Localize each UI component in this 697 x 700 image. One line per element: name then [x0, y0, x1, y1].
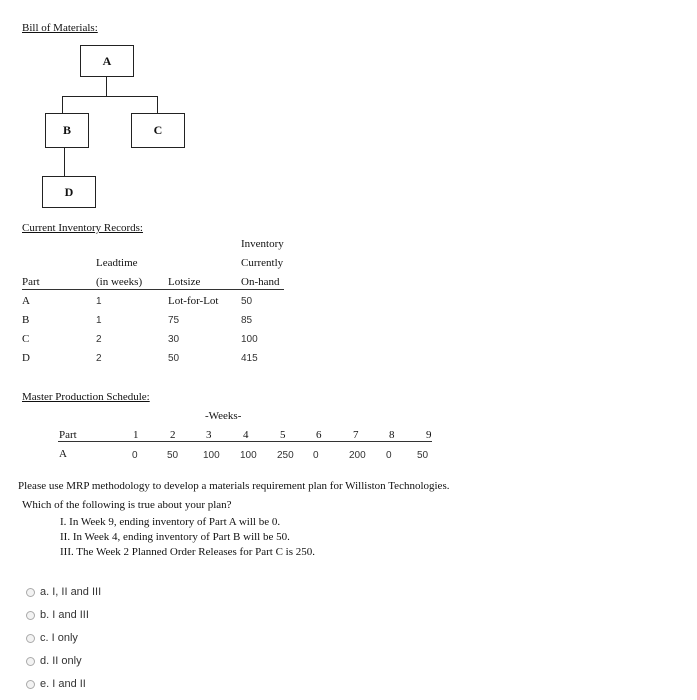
- header-underline: [22, 289, 284, 290]
- mps-value: 0: [132, 450, 138, 461]
- option-a[interactable]: [26, 586, 101, 598]
- mps-week-header: 6: [316, 429, 322, 441]
- question-statement: III. The Week 2 Planned Order Releases for Part C is 250.: [60, 546, 316, 558]
- mps-row-part: A: [59, 448, 67, 460]
- bom-node-a: A: [80, 45, 134, 77]
- mps-value: 250: [277, 450, 294, 461]
- header-onhand-line3: On-hand: [241, 276, 280, 288]
- row-lotsize: 50: [168, 353, 180, 364]
- mps-value: 100: [240, 450, 257, 461]
- question-statement: II. In Week 4, ending inventory of Part B will be 50.: [60, 531, 290, 543]
- mps-week-header: 8: [389, 429, 395, 441]
- mps-value: 100: [203, 450, 220, 461]
- bom-title: Bill of Materials:: [22, 22, 98, 34]
- row-part: C: [22, 333, 30, 345]
- bom-connector: [62, 96, 63, 114]
- mps-value: 200: [349, 450, 366, 461]
- row-part: B: [22, 314, 30, 326]
- radio-button-icon[interactable]: [26, 657, 35, 666]
- row-lotsize: 75: [168, 315, 180, 326]
- row-onhand: 100: [241, 334, 258, 345]
- row-leadtime: 2: [96, 353, 102, 364]
- row-part: D: [22, 352, 30, 364]
- option-d[interactable]: [26, 655, 82, 667]
- header-part: Part: [22, 276, 40, 288]
- question-prompt: Which of the following is true about your plan?: [22, 499, 232, 511]
- header-leadtime-line2: (in weeks): [96, 276, 143, 288]
- mps-week-header: 3: [206, 429, 212, 441]
- radio-button-icon[interactable]: [26, 680, 35, 689]
- mps-value: 50: [417, 450, 429, 461]
- row-onhand: 50: [241, 296, 253, 307]
- mps-week-header: 4: [243, 429, 249, 441]
- mps-week-header: 2: [170, 429, 176, 441]
- mps-weeks-label: -Weeks-: [205, 410, 242, 422]
- header-onhand-line2: Currently: [241, 257, 284, 269]
- row-onhand: 415: [241, 353, 258, 364]
- radio-button-icon[interactable]: [26, 588, 35, 597]
- row-lotsize: 30: [168, 334, 180, 345]
- row-leadtime: 2: [96, 334, 102, 345]
- bom-connector: [62, 96, 158, 97]
- option-label[interactable]: e. I and II: [40, 678, 86, 690]
- option-label[interactable]: b. I and III: [40, 609, 89, 621]
- option-label[interactable]: a. I, II and III: [40, 586, 102, 598]
- row-part: A: [22, 295, 30, 307]
- mps-title: Master Production Schedule:: [22, 391, 150, 403]
- bom-connector: [106, 76, 107, 96]
- bom-node-c: C: [131, 113, 185, 148]
- row-leadtime: 1: [96, 315, 102, 326]
- mps-value: 50: [167, 450, 179, 461]
- header-leadtime-line1: Leadtime: [96, 257, 138, 269]
- radio-button-icon[interactable]: [26, 611, 35, 620]
- question-intro: Please use MRP methodology to develop a materials requirement plan for Williston Technologies.: [18, 480, 450, 492]
- option-e[interactable]: [26, 678, 86, 690]
- option-label[interactable]: c. I only: [40, 632, 78, 644]
- mps-week-header: 9: [426, 429, 432, 441]
- mps-value: 0: [386, 450, 392, 461]
- mps-header-underline: [58, 441, 432, 442]
- row-leadtime: 1: [96, 296, 102, 307]
- bom-node-b: B: [45, 113, 89, 148]
- option-b[interactable]: [26, 609, 89, 621]
- row-lotsize: Lot-for-Lot: [168, 295, 219, 307]
- header-lotsize: Lotsize: [168, 276, 201, 288]
- mps-week-header: 1: [133, 429, 139, 441]
- bom-connector: [64, 148, 65, 178]
- option-label[interactable]: d. II only: [40, 655, 82, 667]
- bom-node-d: D: [42, 176, 96, 208]
- inventory-title: Current Inventory Records:: [22, 222, 143, 234]
- mps-week-header: 5: [280, 429, 286, 441]
- header-onhand-line1: Inventory: [241, 238, 284, 250]
- mps-week-header: 7: [353, 429, 359, 441]
- mps-value: 0: [313, 450, 319, 461]
- row-onhand: 85: [241, 315, 253, 326]
- option-c[interactable]: [26, 632, 78, 644]
- question-statement: I. In Week 9, ending inventory of Part A will be 0.: [60, 516, 281, 528]
- radio-button-icon[interactable]: [26, 634, 35, 643]
- mps-part-header: Part: [59, 429, 77, 441]
- bom-connector: [157, 96, 158, 114]
